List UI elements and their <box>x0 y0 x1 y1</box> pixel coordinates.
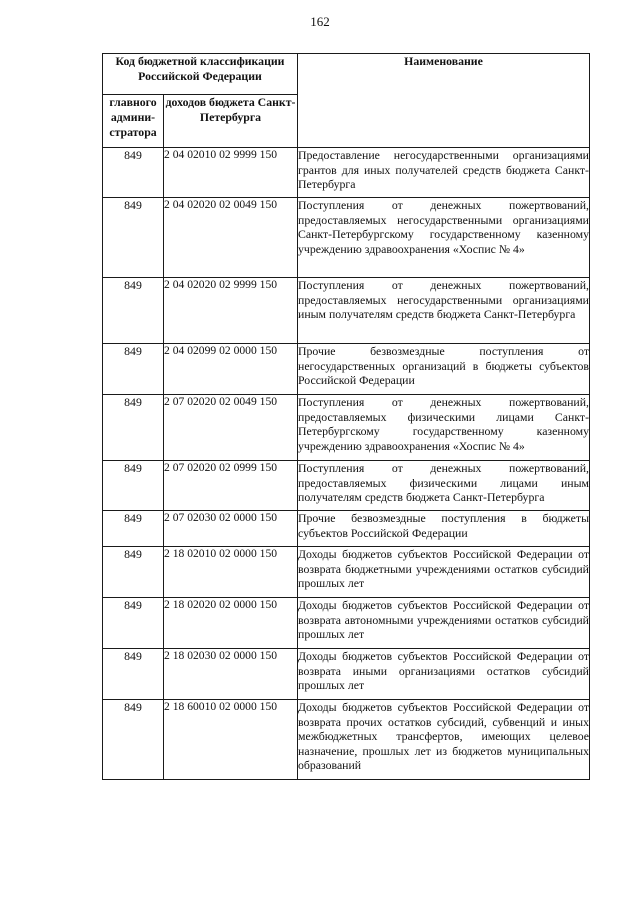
admin-code-cell: 849 <box>103 395 164 461</box>
table-row <box>103 344 590 395</box>
table-row <box>103 198 590 278</box>
name-cell: Прочие безвозмездные поступления в бюджеты субъектов Российской Федерации <box>298 511 590 547</box>
income-code-cell: 2 04 02020 02 0049 150 <box>164 198 298 278</box>
admin-code-cell: 849 <box>103 148 164 198</box>
name-cell: Доходы бюджетов субъектов Российской Федерации от возврата прочих остатков субсидий, субвенций и иных межбюджетных трансфертов, имеющих целевое назначение, прошлых лет из бюджетов муниципальных образований <box>298 700 590 780</box>
header-admin: главного админи-стратора <box>103 95 164 148</box>
admin-code-cell: 849 <box>103 461 164 511</box>
admin-code-cell: 849 <box>103 700 164 780</box>
income-code-cell: 2 18 02020 02 0000 150 <box>164 598 298 649</box>
page-number: 162 <box>310 14 330 29</box>
table-row <box>103 148 590 198</box>
admin-code-cell: 849 <box>103 547 164 598</box>
income-code-cell: 2 18 02030 02 0000 150 <box>164 649 298 700</box>
admin-code-cell: 849 <box>103 198 164 278</box>
table-row <box>103 395 590 461</box>
income-code-cell: 2 04 02099 02 0000 150 <box>164 344 298 395</box>
table-row <box>103 547 590 598</box>
header-income: доходов бюджета Санкт-Петербурга <box>164 95 298 148</box>
admin-code-cell: 849 <box>103 511 164 547</box>
admin-code-cell: 849 <box>103 598 164 649</box>
table-row <box>103 511 590 547</box>
table-row <box>103 278 590 344</box>
income-code-cell: 2 04 02010 02 9999 150 <box>164 148 298 198</box>
name-cell: Доходы бюджетов субъектов Российской Федерации от возврата бюджетными учреждениями остатков субсидий прошлых лет <box>298 547 590 598</box>
name-cell: Поступления от денежных пожертвований, предоставляемых физическими лицами иным получателям средств бюджета Санкт-Петербурга <box>298 461 590 511</box>
name-cell: Доходы бюджетов субъектов Российской Федерации от возврата автономными учреждениями остатков субсидий прошлых лет <box>298 598 590 649</box>
income-code-cell: 2 18 02010 02 0000 150 <box>164 547 298 598</box>
income-code-cell: 2 07 02030 02 0000 150 <box>164 511 298 547</box>
name-cell: Поступления от денежных пожертвований, предоставляемых негосударственными организациями иным получателям средств бюджета Санкт-Петербурга <box>298 278 590 344</box>
name-cell: Прочие безвозмездные поступления от негосударственных организаций в бюджеты субъектов Российской Федерации <box>298 344 590 395</box>
name-cell: Доходы бюджетов субъектов Российской Федерации от возврата иными организациями остатков субсидий прошлых лет <box>298 649 590 700</box>
income-code-cell: 2 18 60010 02 0000 150 <box>164 700 298 780</box>
header-code-group: Код бюджетной классификации Российской Федерации <box>103 54 298 95</box>
name-cell: Предоставление негосударственными организациями грантов для иных получателей средств бюджета Санкт-Петербурга <box>298 148 590 198</box>
name-cell: Поступления от денежных пожертвований, предоставляемых физическими лицами Санкт-Петербургскому государственному казенному учреждению здравоохранения «Хоспис № 4» <box>298 395 590 461</box>
table-row <box>103 649 590 700</box>
income-code-cell: 2 04 02020 02 9999 150 <box>164 278 298 344</box>
header-name: Наименование <box>298 54 590 148</box>
admin-code-cell: 849 <box>103 344 164 395</box>
name-cell: Поступления от денежных пожертвований, предоставляемых негосударственными организациями Санкт-Петербургскому государственному казенному учреждению здравоохранения «Хоспис № 4» <box>298 198 590 278</box>
table-row <box>103 461 590 511</box>
table-row <box>103 700 590 780</box>
admin-code-cell: 849 <box>103 278 164 344</box>
budget-classification-table <box>102 53 590 780</box>
table-row <box>103 598 590 649</box>
income-code-cell: 2 07 02020 02 0999 150 <box>164 461 298 511</box>
income-code-cell: 2 07 02020 02 0049 150 <box>164 395 298 461</box>
admin-code-cell: 849 <box>103 649 164 700</box>
